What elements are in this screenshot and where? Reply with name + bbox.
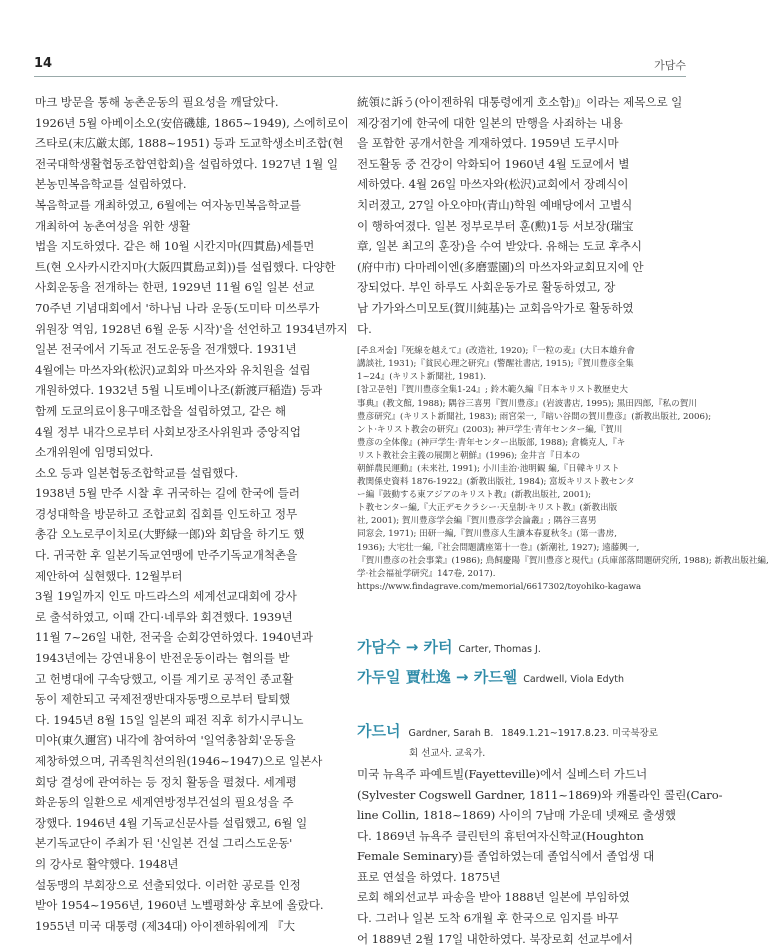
body-line: 1943년에는 강연내용이 반전운동이라는 혐의를 받 [35, 651, 290, 666]
reference-line: ー編『鼓動する東アジアのキリスト教』(新教出版社, 2001); [357, 490, 592, 501]
body-line: 표로 연설을 하였다. 1875년 [357, 869, 501, 884]
entry-dates: 1849.1.21~1917.8.23. 미국북장로 [501, 727, 658, 739]
body-line: 동이 제한되고 국제전쟁반대자동맹으로부터 탈퇴했 [35, 692, 290, 707]
entry-romanized: Carter, Thomas J. [458, 643, 541, 655]
body-line: 70주년 기념대회에서 '하나님 나라 운동(도미타 미쓰루가 [35, 300, 320, 315]
body-line: 법을 지도하였다. 같은 해 10월 시칸지마(四貫島)세틀먼 [35, 239, 315, 254]
reference-line: ント·キリスト教会の研究』(2003); 神戸学生·青年センター編,『賀川 [357, 424, 623, 435]
entry-romanized: Gardner, Sarah B. [408, 727, 494, 739]
body-line: 소오 등과 일본협동조합학교를 설립했다. [35, 465, 239, 480]
body-line: 트(현 오사카시칸지마(大阪四貫島교회))를 설립했다. 다양한 [35, 259, 336, 274]
body-line: (府中市) 다마레이엔(多磨霊園)의 마쓰자와교회묘지에 안 [357, 259, 644, 274]
reference-line: 豊彦研究』(キリスト新聞社, 1983); 雨宮栄一,『暗い谷間の賀川豊彦』(新教出版社, 2006); [357, 411, 712, 422]
body-line: 일본 전국에서 기독교 전도운동을 전개했다. 1931년 [35, 342, 297, 357]
body-line: line Collin, 1818~1869) 사이의 7남매 가운데 넷째로 출생했 [357, 808, 676, 823]
reference-line: [참고문헌]『賀川豊彦全集1-24』; 鈴木範久編『日本キリスト教歴史大 [357, 385, 628, 396]
body-line: 위원장 역임, 1928년 6월 운동 시작)'을 선언하고 1934년까지 [35, 321, 348, 336]
reference-line: 教関係史資料 1876-1922』(新教出版社, 1984); 富坂キリスト教センタ [357, 477, 635, 488]
body-line: 제창하였으며, 귀족원칙선의원(1946~1947)으로 일본사 [35, 754, 323, 768]
right-column [357, 92, 769, 946]
body-line: 즈타로(末広厳太郎, 1888~1951) 등과 도교학생소비조합(현 [35, 136, 344, 151]
body-line: 개원하였다. 1932년 5월 니토베이나조(新渡戸稲造) 등과 [35, 383, 323, 398]
body-line: 다. 1869년 뉴욕주 클린턴의 휴턴여자신학교(Houghton [357, 828, 644, 843]
body-line: 4월 정부 내각으로부터 사회보장조사위원과 중앙직업 [35, 424, 301, 439]
running-head: 가담수 [654, 59, 686, 72]
reference-line: 学·社会福祉学研究』147卷, 2017). [357, 568, 496, 579]
body-line: 다. 귀국한 후 일본기독교연맹에 만주기독교개척촌을 [35, 548, 298, 563]
body-line: 마크 방문을 통해 농촌운동의 필요성을 깨달았다. [35, 95, 279, 109]
body-line: 어 1889년 2월 17일 내한하였다. 북장로회 선교부에서 [357, 931, 633, 946]
body-line: 본기독교단이 주최가 된 '신일본 건설 그리스도운동' [35, 836, 293, 851]
body-line: 총감 오노로쿠이치로(大野緑一郎)와 회담을 하기도 했 [35, 527, 305, 542]
body-line: 설동맹의 부회장으로 선출되었다. 이러한 공로를 인정 [35, 877, 301, 892]
entry-description: 회 선교사. 교육가. [409, 747, 486, 759]
body-line: 미국 뉴욕주 파예트빌(Fayetteville)에서 실베스터 가드너 [357, 766, 648, 781]
body-line: 세하였다. 4월 26일 마쓰자와(松沢)교회에서 장례식이 [357, 177, 629, 192]
reference-line: 社, 2001); 賀川豊彦学会編『賀川豊彦学会論叢』; 隅谷三喜男 [357, 516, 597, 527]
body-line: 본농민복음학교를 설립하였다. [35, 177, 187, 192]
left-column [35, 92, 349, 933]
body-line: 복음학교를 개최하였고, 6월에는 여자농민복음학교를 [35, 197, 301, 212]
references-block [357, 345, 769, 594]
entry-romanized: Cardwell, Viola Edyth [523, 673, 624, 685]
reference-line: 同窓会, 1971); 田研一編,『賀川豊彦人生讀本春夏秋冬』(第一書房, [357, 529, 617, 540]
body-line: 1938년 5월 만주 시찰 후 귀국하는 길에 한국에 들러 [35, 486, 300, 501]
body-line: 남 가가와스미모토(賀川純基)는 교회음악가로 활동하였 [357, 300, 634, 315]
body-line: 다. [357, 321, 372, 336]
reference-line: リスト教社会主義の展開と朝鮮』(1996); 金井言『日本の [357, 450, 581, 461]
body-line: Female Seminary)를 졸업하였는데 졸업식에서 졸업생 대 [357, 849, 655, 864]
reference-line: 1~24』(キリスト新聞社, 1981). [357, 372, 486, 383]
body-line: 개최하여 농촌여성을 위한 생활 [35, 218, 191, 233]
body-line: 받아 1954~1956년, 1960년 노벨평화상 후보에 올랐다. [35, 898, 324, 913]
body-line: 1955년 미국 대통령 (제34대) 아이젠하워에게 『大 [35, 918, 295, 933]
reference-line: 『賀川豊彦の社会事業』(1986); 鳥飼慶陽『賀川豊彦と現代』(兵庫部落問題研究所, 1988); 新教出版社編, [357, 555, 769, 566]
reference-line: 講談社, 1931);『貧民心理之研究』(警醒社書店, 1915);『賀川豊彦全集 [357, 359, 634, 370]
body-line: 다. 1945년 8월 15일 일본의 패전 직후 히가시쿠니노 [35, 712, 304, 727]
body-line: 제안하여 실현했다. 12월부터 [35, 568, 183, 583]
body-line: 4월에는 마쓰자와(松沢)교회와 마쓰자와 유치원을 설립 [35, 362, 311, 377]
page-number: 14 [34, 56, 53, 71]
body-line: 로회 해외선교부 파송을 받아 1888년 일본에 부임하였 [357, 890, 630, 905]
body-line: 치러졌고, 27일 아오야마(青山)학원 예배당에서 고별식 [357, 197, 633, 212]
body-line: 의 강사로 활약했다. 1948년 [35, 856, 179, 871]
entry-title: 가두일 賈杜逸 → 카드웰 [357, 667, 518, 686]
reference-url: https://www.findagrave.com/memorial/6617302/toyohiko-kagawa [357, 581, 642, 592]
body-line: 미야(東久邇宮) 내각에 참여하여 '일억총참회'운동을 [35, 733, 296, 748]
body-line: 을 포함한 공개서한을 게재하였다. 1959년 도쿠시마 [357, 136, 619, 151]
body-line: 전도활동 중 건강이 악화되어 1960년 4월 도쿄에서 별 [357, 156, 630, 171]
body-line: 장되었다. 부인 하루도 사회운동가로 활동하였고, 장 [357, 280, 616, 295]
body-line: 장했다. 1946년 4월 기독교신문사를 설립했고, 6월 일 [35, 815, 308, 830]
body-line: (Sylvester Cogswell Gardner, 1811~1869)와 캐롤라인 콜린(Caro- [357, 787, 723, 802]
body-line: 統領に訴う(아이젠하워 대통령에게 호소함)』이라는 제목으로 일 [357, 95, 683, 109]
reference-line: 事典』(教文館, 1988); 隅谷三喜男『賀川豊彦』(岩波書店, 1995); 黒田四郎,『私の賀川 [357, 398, 697, 409]
body-line: 소개위원에 임명되었다. [35, 445, 154, 460]
reference-line: 1936); 大宅壮一編,『社会問題講座第十一巻』(新潮社, 1927); 遠藤興一, [357, 542, 640, 553]
body-line: 1926년 5월 아베이소오(安倍磯雄, 1865~1949), 스에히로이 [35, 115, 349, 130]
body-line: 章, 일본 최고의 훈장)을 수여 받았다. 유해는 도쿄 후추시 [357, 239, 642, 254]
entry-heading-carter [357, 636, 659, 660]
body-line: 회당 결성에 관여하는 등 정치 활동을 펼쳤다. 세계평 [35, 774, 297, 789]
page-header [34, 54, 686, 77]
reference-line: [주요저술]『死線を越えて』(改造社, 1920);『一粒の麦』(大日本雄弁會 [357, 346, 635, 357]
entry-title: 가드너 [357, 721, 401, 740]
entry-heading-cardwell [357, 666, 659, 690]
body-line: 3월 19일까지 인도 마드라스의 세계선교대회에 강사 [35, 589, 297, 604]
body-line: 제강점기에 한국에 대한 일본의 만행을 사죄하는 내용 [357, 115, 623, 130]
body-line: 전국대학생활협동조합연합회)을 설립하였다. 1927년 1월 일 [35, 156, 338, 171]
body-line: 화운동의 일환으로 세계연방정부건설의 필요성을 주 [35, 795, 294, 810]
body-line: 사회운동을 전개하는 한편, 1929년 11월 6일 일본 선교 [35, 280, 315, 295]
body-line: 로 출석하였고, 이때 간디·네루와 회견했다. 1939년 [35, 609, 293, 624]
body-line: 다. 그러나 일본 도착 6개월 후 한국으로 임지를 바꾸 [357, 911, 619, 926]
reference-line: 朝鮮農民運動』(未来社, 1991); 小川圭治·池明観 編,『日韓キリスト [357, 463, 620, 474]
reference-line: ト教センター編,『大正デモクラシー·天皇制·キリスト教』(新教出版 [357, 503, 618, 514]
body-line: 고 헌병대에 구속당했고, 이를 계기로 공적인 종교활 [35, 671, 294, 686]
entry-heading-gardner [357, 720, 659, 744]
body-line: 경성대학을 방문하고 조합교회 집회를 인도하고 정무 [35, 506, 298, 521]
body-line: 이 행하여졌다. 일본 정부로부터 훈(勲)1등 서보장(瑞宝 [357, 218, 634, 233]
reference-line: 豊彦の全体像』(神戸学生·青年センター出版部, 1988); 倉橋克人,『キ [357, 437, 626, 448]
body-line: 함께 도쿄의료이용구매조합을 설립하였고, 같은 해 [35, 403, 287, 418]
entry-title: 가담수 → 카터 [357, 637, 453, 656]
body-line: 11월 7~26일 내한, 전국을 순회강연하였다. 1940년과 [35, 630, 313, 645]
